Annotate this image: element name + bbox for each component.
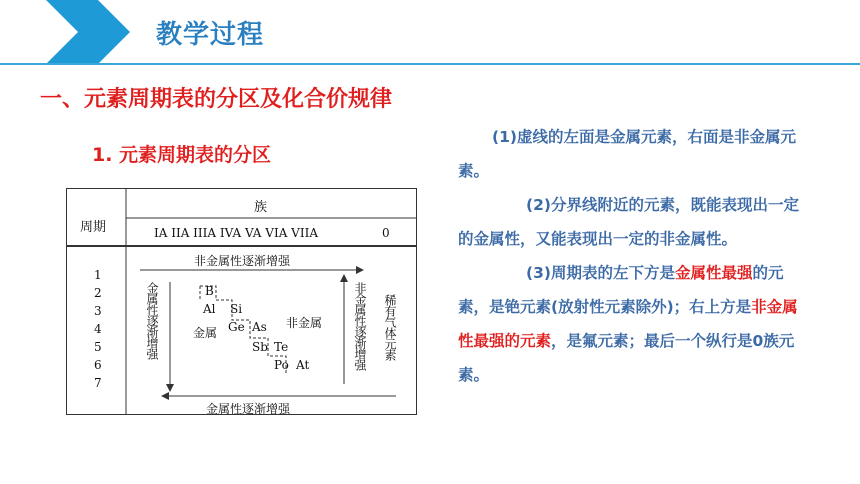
element-ge: Ge (228, 320, 245, 334)
header-title: 教学过程 (156, 20, 265, 50)
paragraph-3-part-a: (3)周期表的左下方是 (526, 264, 675, 282)
explanation-text (458, 120, 810, 392)
period-4: 4 (94, 322, 102, 336)
periodic-table-diagram (66, 188, 418, 418)
bottom-arrow-label: 金属性逐渐增强 (206, 402, 291, 416)
group-header: 族 (254, 200, 268, 215)
element-at: At (296, 358, 310, 372)
element-as: As (252, 320, 267, 334)
right-vertical-label: 非金属性逐渐增强 (353, 282, 367, 370)
period-3: 3 (94, 304, 102, 318)
subsection-title: 1. 元素周期表的分区 (92, 144, 272, 166)
paragraph-2-text: (2)分界线附近的元素，既能表现出一定的金属性，又能表现出一定的非金属性。 (458, 196, 799, 248)
top-arrow-label: 非金属性逐渐增强 (194, 254, 291, 268)
groups-row: IA IIA IIIA IVA VA VIA VIIA (154, 226, 318, 240)
paragraph-3 (458, 256, 810, 392)
paragraph-3-part-e: ，是氟元素；最后一个纵行是0族元素。 (458, 332, 795, 384)
period-7: 7 (94, 376, 102, 390)
period-6: 6 (94, 358, 102, 372)
element-b: B (205, 284, 214, 298)
paragraph-1 (458, 120, 810, 188)
slide-header (0, 0, 860, 68)
element-sb: Sb (252, 340, 268, 354)
period-1: 1 (94, 268, 102, 282)
noble-gas-label: 稀有气体元素 (383, 294, 397, 360)
element-po: Po (274, 358, 289, 372)
paragraph-3-highlight-a: 金属性最强 (674, 264, 753, 282)
paragraph-3-part-c: 的元素，是铯元素(放射性元素除外)；右上方是 (458, 264, 784, 316)
element-al: Al (203, 302, 216, 316)
left-vertical-label: 金属性逐渐增强 (145, 282, 159, 359)
chevron-shape (46, 0, 130, 64)
section-title: 一、元素周期表的分区及化合价规律 (40, 87, 393, 112)
header-divider (0, 63, 860, 65)
nonmetal-label: 非金属 (286, 316, 323, 330)
paragraph-1-text: (1)虚线的左面是金属元素，右面是非金属元素。 (458, 128, 796, 180)
chevron-icon (0, 0, 140, 64)
period-2: 2 (94, 286, 102, 300)
period-5: 5 (94, 340, 102, 354)
element-si: Si (230, 302, 243, 316)
element-te: Te (274, 340, 289, 354)
zero-group: 0 (382, 226, 390, 240)
paragraph-3-highlight-b: 非金属性最强的元素 (458, 298, 798, 350)
period-header: 周期 (80, 220, 107, 235)
metal-label: 金属 (193, 326, 218, 340)
paragraph-2 (458, 188, 810, 256)
